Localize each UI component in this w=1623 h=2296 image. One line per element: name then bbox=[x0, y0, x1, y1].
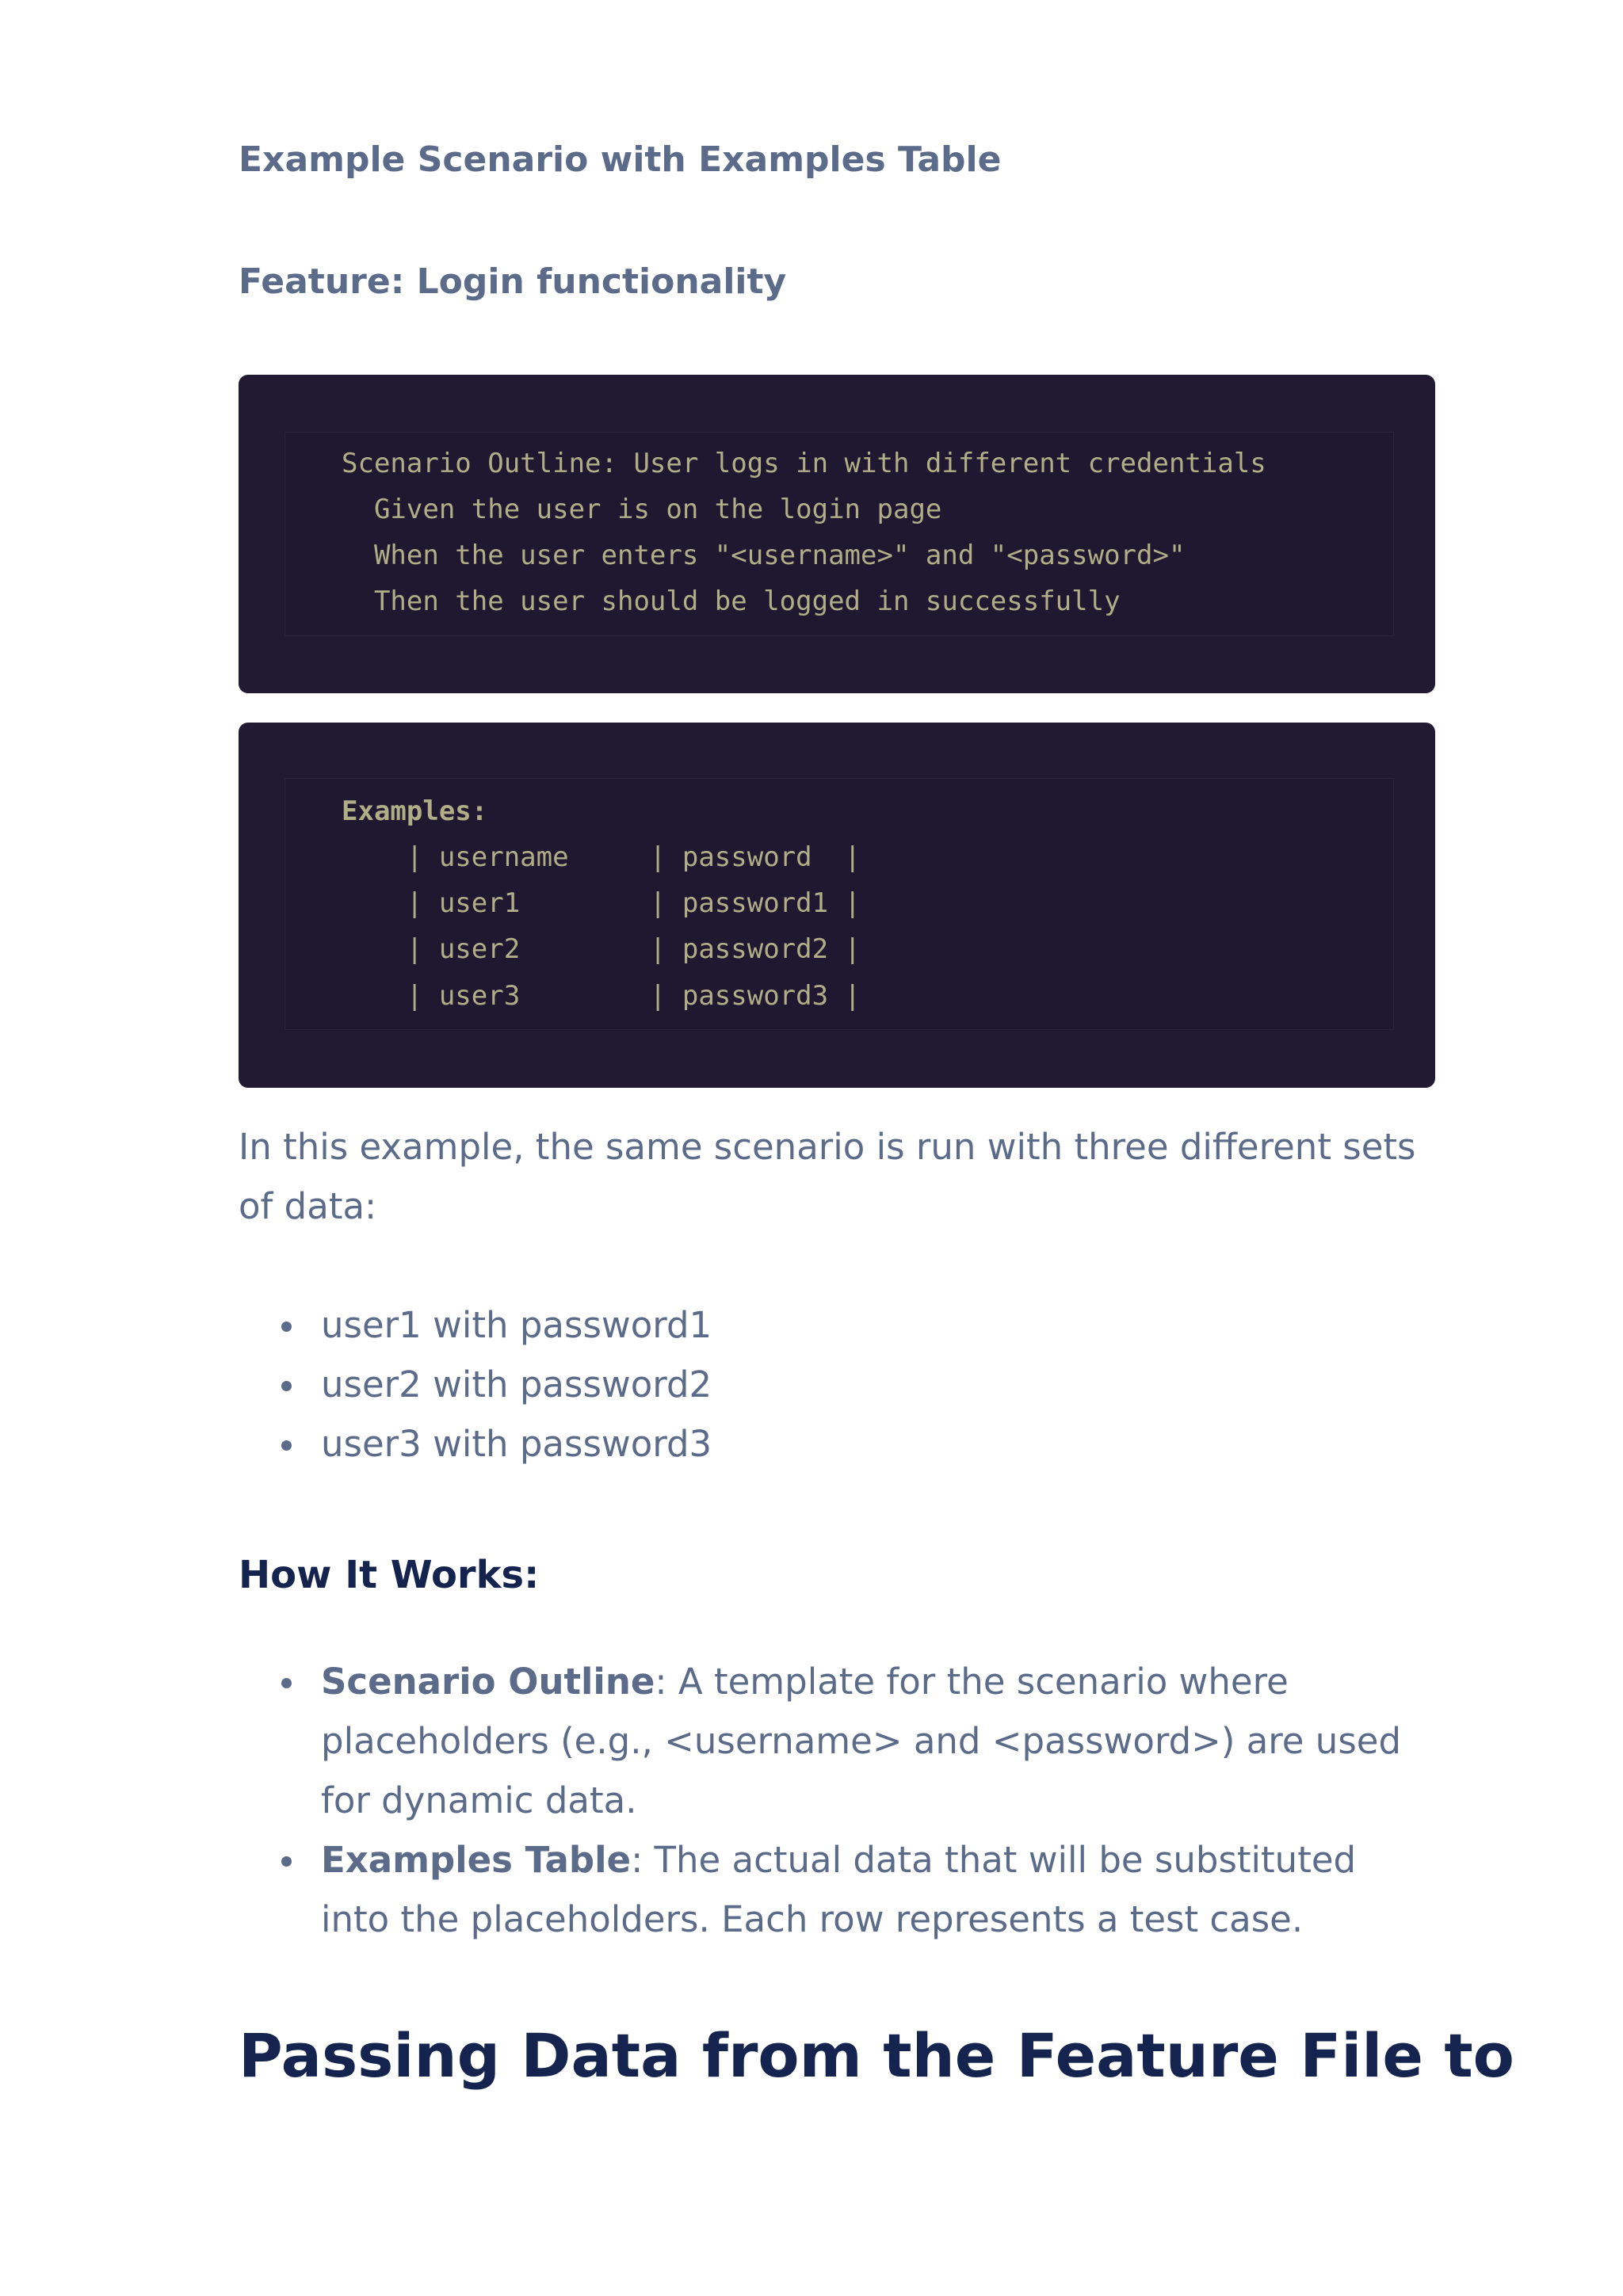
bullet-dot-icon bbox=[281, 1678, 292, 1688]
how-it-works-heading: How It Works: bbox=[239, 1553, 540, 1597]
list-item bbox=[239, 1652, 1435, 1830]
term-description: : The actual data that will be substituted into the placeholders. Each row represents a test case. bbox=[321, 1839, 1357, 1940]
term-examples-table: Examples Table bbox=[321, 1839, 632, 1881]
term-scenario-outline: Scenario Outline bbox=[321, 1661, 655, 1703]
passing-data-heading: Passing Data from the Feature File to bbox=[239, 2020, 1514, 2091]
list-item: user3 with password3 bbox=[239, 1414, 1435, 1474]
code-line-scenario-outline: Scenario Outline: User logs in with different credentials bbox=[342, 448, 1266, 479]
code-line-examples-keyword: Examples: bbox=[342, 795, 488, 827]
code-line-table-header: | username | password | bbox=[342, 841, 861, 873]
code-line-then: Then the user should be logged in successfully bbox=[342, 585, 1121, 617]
data-sets-list bbox=[239, 1295, 1435, 1474]
code-line-table-row-2: | user2 | password2 | bbox=[342, 933, 861, 965]
list-item bbox=[239, 1830, 1435, 1949]
feature-heading: Feature: Login functionality bbox=[239, 261, 787, 302]
bullet-dot-icon bbox=[281, 1322, 292, 1332]
list-item: user2 with password2 bbox=[239, 1355, 1435, 1414]
intro-paragraph: In this example, the same scenario is run with three different sets of data: bbox=[239, 1126, 1416, 1227]
how-it-works-list bbox=[239, 1652, 1435, 1949]
term-description: : A template for the scenario where placeholders (e.g., <username> and <password>) are used for dynamic data. bbox=[321, 1661, 1402, 1821]
code-line-table-row-3: | user3 | password3 | bbox=[342, 980, 861, 1012]
example-title-heading: Example Scenario with Examples Table bbox=[239, 139, 1002, 180]
bullet-dot-icon bbox=[281, 1381, 292, 1391]
code-line-given: Given the user is on the login page bbox=[342, 494, 942, 525]
code-line-table-row-1: | user1 | password1 | bbox=[342, 887, 861, 919]
code-line-when: When the user enters "<username>" and "<password>" bbox=[342, 540, 1186, 571]
scenario-code-block bbox=[239, 375, 1435, 693]
bullet-dot-icon bbox=[281, 1856, 292, 1867]
bullet-dot-icon bbox=[281, 1440, 292, 1451]
list-item: user1 with password1 bbox=[239, 1295, 1435, 1355]
